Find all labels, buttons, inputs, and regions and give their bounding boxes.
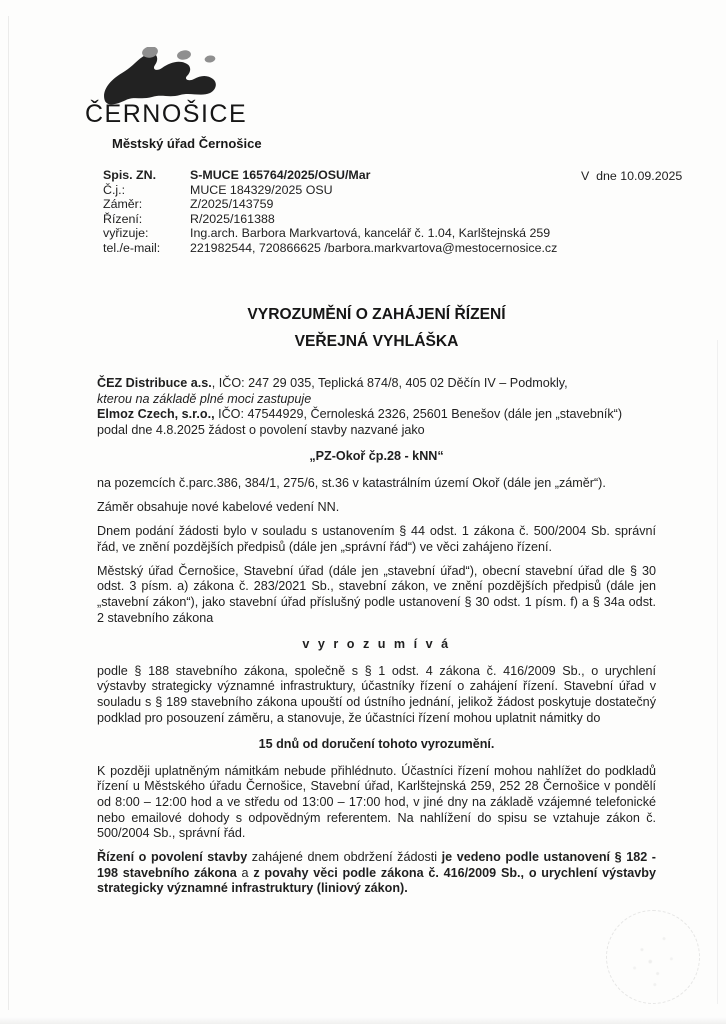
paragraph [97, 476, 656, 492]
paragraph [97, 500, 656, 516]
text-run: podle § 188 stavebního zákona, společně s § 1 odst. 4 zákona č. 416/2009 Sb., o urychlení výstavby strategicky významné infrastruktury, účastníky řízení o zahájení řízení. Stavební úřad v souladu s § 189 stavebního zákona upouští od ústního jednání, jelikož žádost poskytuje dostatečný podklad pro posouzení záměru, a stanovuje, že účastníci řízení mohou uplatnit námitky do [97, 663, 656, 725]
paragraph [97, 376, 656, 438]
meta-value: MUCE 184329/2025 OSU [190, 182, 333, 197]
paragraph [97, 737, 656, 753]
paragraph [97, 850, 656, 897]
meta-value: Ing.arch. Barbora Markvartová, kancelář č. 1.04, Karlštejnská 259 [190, 226, 551, 241]
document-body [97, 376, 656, 897]
text-run: Řízení o povolení stavby [97, 850, 248, 865]
text-run: a [236, 865, 254, 880]
text-run: v y r o z u m í v á [302, 637, 451, 652]
document-title [97, 301, 656, 355]
meta-label: Č.j.: [103, 182, 126, 197]
paragraph [97, 664, 656, 726]
paragraph [97, 449, 656, 465]
text-run: Dnem podání žádosti bylo v souladu s ustanovením § 44 odst. 1 zákona č. 500/2004 Sb. správní řád, ve znění pozdějších předpisů (dále jen „správní řád“) ve věci zahájeno řízení. [97, 524, 656, 554]
text-run: podal dne 4.8.2025 žádost o povolení stavby nazvané jako [97, 422, 425, 437]
cernosice-logo-icon [100, 47, 218, 105]
meta-row [103, 168, 557, 183]
scan-edge-artifact [8, 16, 9, 1010]
text-run: K později uplatněným námitkám nebude přihlédnuto. Účastníci řízení mohou nahlížet do podkladů řízení u Městského úřadu Černošice, Stavební úřad, Karlštejnská 259, 252 28 Černošice v pondělí od 8:00 – 12:00 hod a ve středu od 13:00 – 17:00 hod, v jiné dny na základě vzájemné telefonické nebo emailové dohody s odpovědným referentem. Na nahlížení do spisu se vztahuje zákon č. 500/2004 Sb., správní řád. [97, 763, 656, 841]
scan-edge-artifact [0, 1017, 726, 1024]
paragraph [97, 564, 656, 626]
meta-label: Záměr: [103, 197, 143, 212]
meta-value: 221982544, 720866625 /barbora.markvartova@mestocernosice.cz [190, 240, 558, 255]
meta-label: vyřizuje: [103, 226, 149, 241]
meta-table [103, 168, 557, 256]
office-name: Městský úřad Černošice [112, 136, 262, 151]
meta-row [103, 212, 557, 227]
text-run: ČEZ Distribuce a.s. [97, 376, 212, 390]
text-run: IČO: 47544929, Černoleská 2326, 25601 Benešov (dále jen „stavebník“) [214, 407, 623, 422]
text-run: Záměr obsahuje nové kabelové vedení NN. [97, 500, 340, 515]
text-run: , IČO: 247 29 035, Teplická 874/8, 405 02 Děčín IV – Podmokly, [211, 376, 568, 390]
paragraph [97, 637, 656, 653]
meta-row [103, 183, 557, 198]
paragraph [97, 524, 656, 555]
meta-row [103, 241, 557, 256]
text-run: na pozemcích č.parc.386, 384/1, 275/6, st.36 v katastrálním území Okoř (dále jen „záměr“). [97, 475, 606, 490]
meta-value: S-MUCE 165764/2025/OSU/Mar [190, 168, 371, 182]
document-title-line2: VEŘEJNÁ VYHLÁŠKA [294, 333, 459, 350]
paragraph [97, 764, 656, 842]
date-line: V dne 10.09.2025 [581, 169, 683, 183]
meta-row [103, 197, 557, 212]
stamp-bleedthrough [606, 910, 700, 1004]
meta-value: R/2025/161388 [190, 211, 275, 226]
scan-edge-artifact [717, 340, 718, 1004]
text-run: Elmoz Czech, s.r.o., [97, 407, 215, 422]
text-run: „PZ-Okoř čp.28 - kNN“ [309, 449, 444, 464]
text-run: je vedeno podle ustanovení § 182 - 198 stavebního zákona [97, 850, 656, 880]
text-run: 15 dnů od doručení tohoto vyrozumění. [258, 737, 495, 752]
meta-label: Spis. ZN. [103, 168, 157, 182]
text-run: zahájené dnem obdržení žádosti [247, 850, 442, 865]
logo-wordmark: ČERNOŠICE [85, 100, 248, 128]
text-run: Městský úřad Černošice, Stavební úřad (dále jen „stavební úřad“), obecní stavební úřad dle § 30 odst. 3 písm. a) zákona č. 283/2021 Sb., stavební zákon, ve znění pozdějších předpisů (dále jen „stavební zákon“), jako stavební úřad příslušný podle ustanovení § 30 odst. 1 písm. f) a § 34a odst. 2 stavebního zákona [97, 563, 656, 625]
document-title-line1: VYROZUMĚNÍ O ZAHÁJENÍ ŘÍZENÍ [247, 306, 506, 323]
meta-label: tel./e-mail: [103, 240, 161, 255]
text-run: kterou na základě plné moci zastupuje [97, 391, 312, 406]
document-content [97, 301, 656, 906]
meta-row [103, 226, 557, 241]
meta-label: Řízení: [103, 211, 143, 226]
text-run: z povahy věci podle zákona č. 416/2009 Sb., o urychlení výstavby strategicky významné infrastruktury (liniový zákon). [97, 865, 656, 896]
meta-value: Z/2025/143759 [190, 197, 274, 212]
